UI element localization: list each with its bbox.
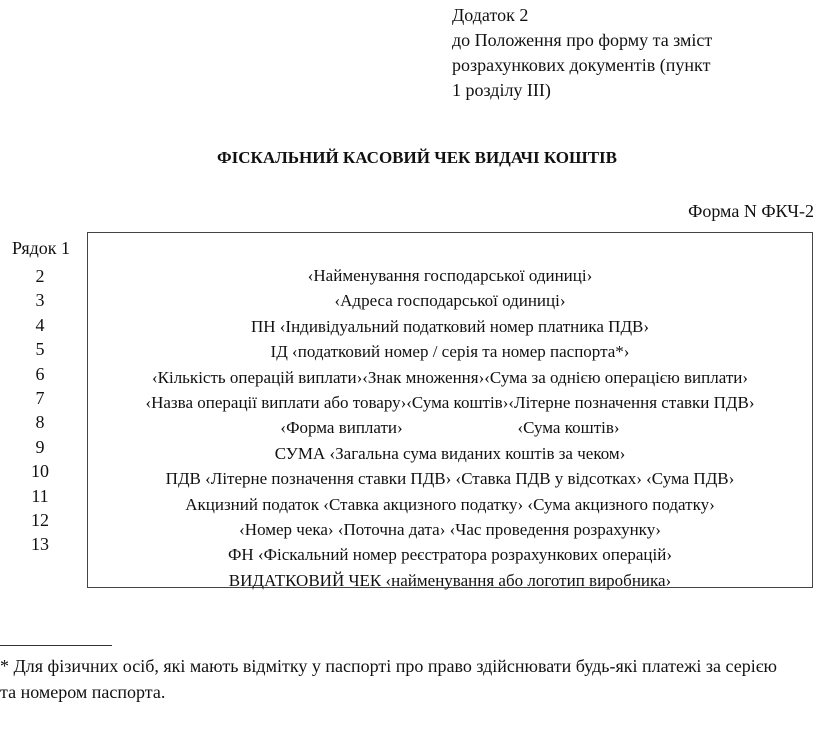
cheque-lines — [88, 263, 812, 593]
row-label: Рядок 1 — [12, 238, 71, 258]
cheque-line: ФН ‹Фіскальний номер реєстратора розрахункових операцій› — [227, 545, 672, 565]
cheque-line: ‹Кількість операцій виплати›‹Знак множення›‹Сума за однією операцією виплати› — [151, 367, 749, 387]
document-title: ФІСКАЛЬНИЙ КАСОВИЙ ЧЕК ВИДАЧІ КОШТІВ — [217, 148, 617, 167]
cheque-line: ‹Номер чека› ‹Поточна дата› ‹Час проведення розрахунку› — [239, 519, 661, 539]
appendix-line: Додаток 2 — [452, 5, 529, 25]
row-number: 10 — [31, 461, 49, 482]
appendix-line: 1 розділу III) — [452, 80, 551, 100]
cheque-line: Акцизний податок ‹Ставка акцизного податку› ‹Сума акцизного податку› — [185, 494, 715, 514]
row-number: 5 — [35, 339, 45, 360]
appendix-line: розрахункових документів (пункт — [452, 55, 711, 75]
cheque-line: ІД ‹податковий номер / серія та номер паспорта*› — [270, 342, 630, 362]
cheque-line: ПДВ ‹Літерне позначення ставки ПДВ› ‹Ставка ПДВ у відсотках› ‹Сума ПДВ› — [165, 469, 735, 489]
row-number: 7 — [35, 387, 45, 408]
row-number: 3 — [35, 290, 45, 311]
appendix-note — [452, 3, 712, 103]
row-number: 2 — [35, 266, 45, 286]
appendix-line: до Положення про форму та зміст — [452, 30, 713, 50]
cheque-form-box — [87, 232, 813, 588]
cheque-line: ВИДАТКОВИЙ ЧЕК ‹найменування або логотип виробника› — [228, 570, 672, 590]
cheque-line: ‹Назва операції виплати або товару›‹Сума коштів›‹Літерне позначення ставки ПДВ› — [145, 392, 755, 412]
cheque-line: ‹Форма виплати› ‹Сума коштів› — [280, 418, 620, 438]
row-number: 13 — [31, 534, 49, 555]
row-number: 8 — [35, 412, 45, 433]
row-number: 6 — [35, 363, 45, 384]
cheque-line: ПН ‹Індивідуальний податковий номер платника ПДВ› — [250, 316, 650, 336]
row-number: 12 — [31, 509, 49, 530]
cheque-line: ‹Найменування господарської одиниці› — [307, 266, 593, 285]
row-number: 4 — [35, 314, 45, 335]
row-number: 9 — [35, 436, 45, 457]
cheque-line: СУМА ‹Загальна сума виданих коштів за чеком› — [274, 443, 626, 463]
form-number: Форма N ФКЧ-2 — [688, 201, 814, 221]
cheque-line: ‹Адреса господарської одиниці› — [334, 291, 566, 311]
row-number: 11 — [31, 485, 49, 506]
footnote-divider — [0, 645, 112, 646]
row-numbers — [20, 264, 60, 557]
footnote: * Для фізичних осіб, які мають відмітку у паспорті про право здійснювати будь-які платежі за серією та номером паспорта. — [0, 656, 777, 702]
